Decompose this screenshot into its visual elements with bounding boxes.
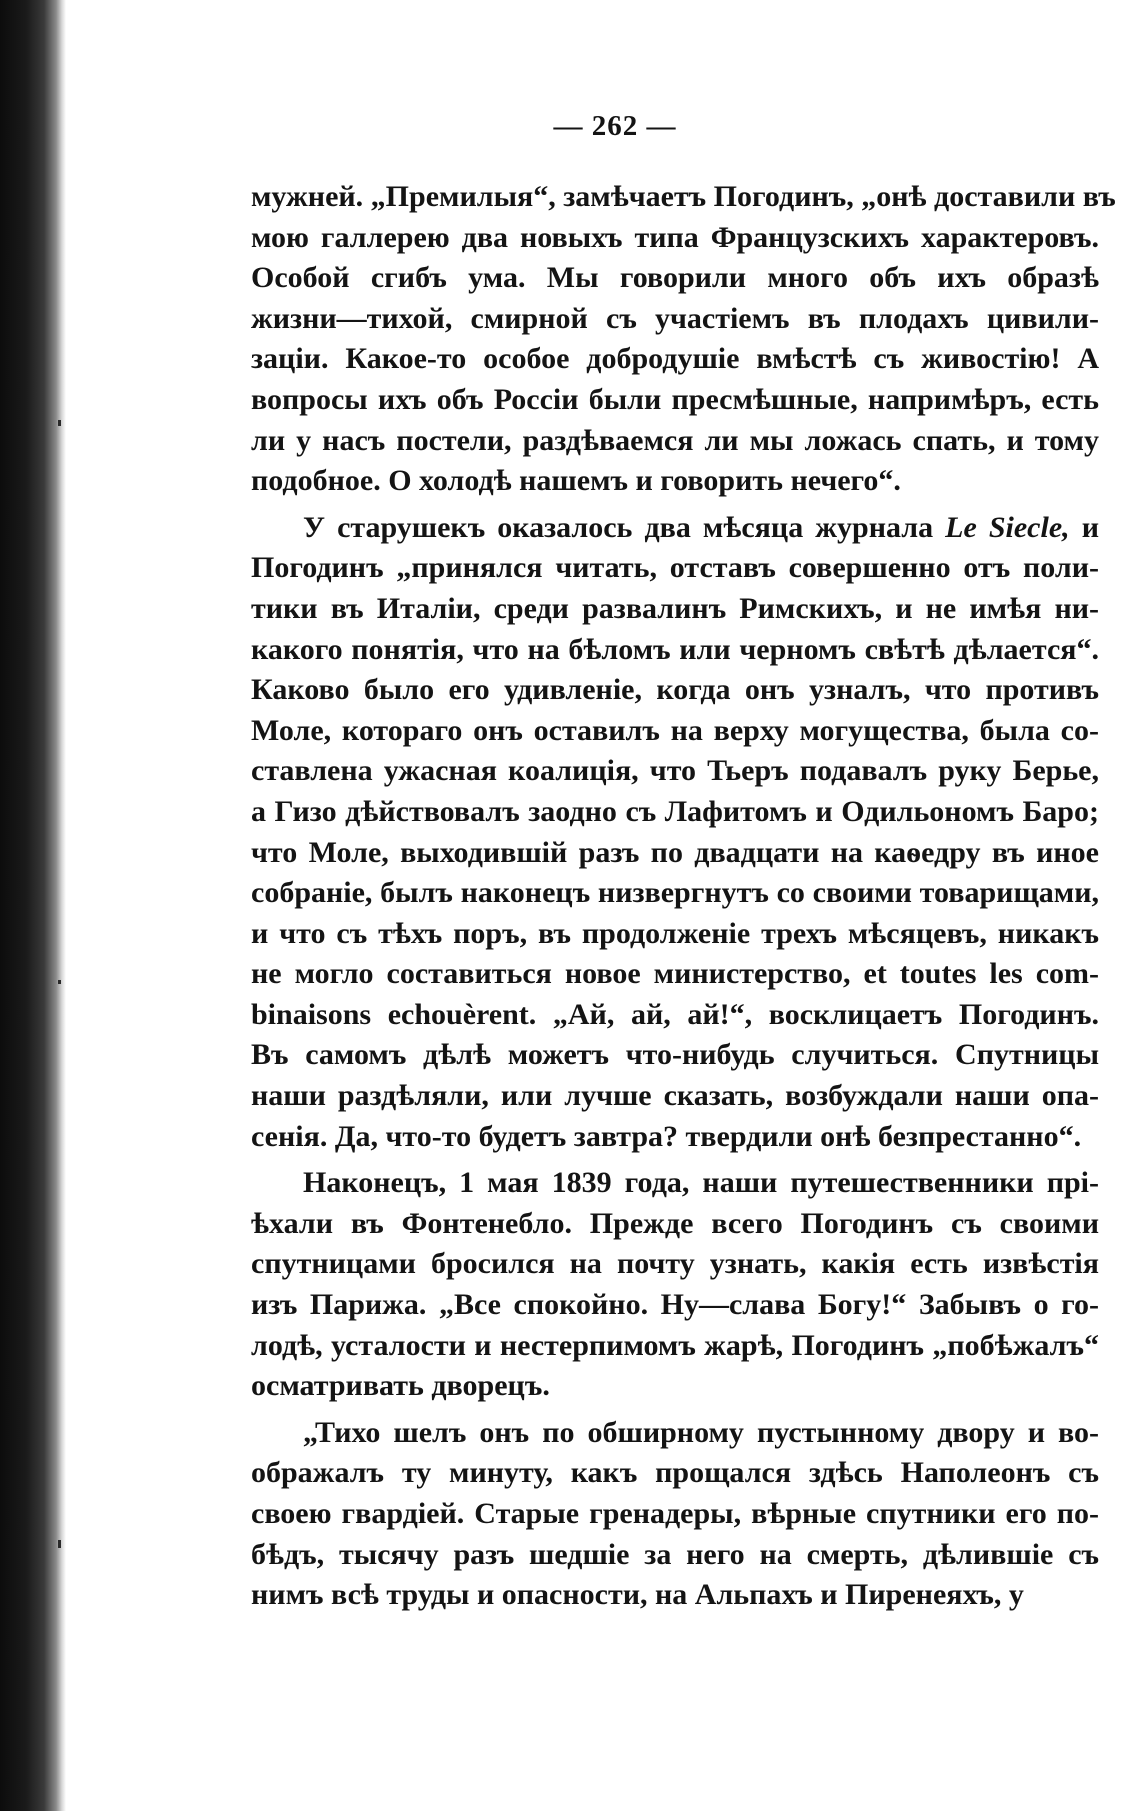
text-line: вопросы ихъ объ Россіи были пресмѣшные, напримѣръ, есть	[251, 382, 1099, 416]
page-number: — 262 —	[553, 110, 677, 142]
text-line: заціи. Какое-то особое добродушіе вмѣстѣ съ живостію! А	[251, 342, 1099, 376]
text-line: тики въ Италіи, среди развалинъ Римскихъ, и не имѣя ни-	[251, 591, 1099, 625]
text-segment: У старушекъ оказалось два мѣсяца журнала	[303, 510, 946, 544]
text-line: что Моле, выходившій разъ по двадцати на каѳедру въ иное	[251, 835, 1099, 869]
journal-title: Le Siecle,	[945, 510, 1070, 544]
binding-speck	[58, 980, 61, 984]
text-line: Моле, котораго онъ оставилъ на верху могущества, была со-	[251, 713, 1099, 747]
paragraph	[251, 1413, 1099, 1616]
paragraph	[251, 177, 1116, 502]
text-line: Каково было его удивленіе, когда онъ узналъ, что противъ	[251, 673, 1099, 707]
text-line: спутницами бросился на почту узнать, какія есть извѣстія	[251, 1247, 1099, 1281]
text-line: бѣдъ, тысячу разъ шедшіе за него на смерть, дѣлившіе съ	[251, 1537, 1099, 1571]
text-line: мужней. „Премилыя“, замѣчаетъ Погодинъ, „онѣ доставили въ	[251, 180, 1116, 213]
book-binding-edge	[0, 0, 66, 1811]
text-line: какого понятія, что на бѣломъ или черномъ свѣтѣ дѣлается“.	[251, 632, 1099, 666]
text-line: Погодинъ „принялся читать, отставъ совершенно отъ поли-	[251, 551, 1099, 585]
text-line: подобное. О холодѣ нашемъ и говорить нечего“.	[251, 464, 901, 498]
text-line: ли у насъ постели, раздѣваемся ли мы ложась спать, и тому	[251, 423, 1099, 457]
text-line: своею гвардіей. Старые гренадеры, вѣрные спутники его по-	[251, 1497, 1099, 1530]
text-line: ображалъ ту минуту, какъ прощался здѣсь Наполеонъ съ	[251, 1456, 1099, 1490]
text-line: осматривать дворецъ.	[251, 1369, 550, 1403]
text-line: собраніе, былъ наконецъ низвергнутъ со своими товарищами,	[251, 876, 1099, 910]
text-line: и что съ тѣхъ поръ, въ продолженіе трехъ мѣсяцевъ, никакъ	[251, 916, 1099, 950]
text-line: binaisons echouèrent. „Ай, ай, ай!“, восклицаетъ Погодинъ.	[251, 997, 1099, 1031]
text-line: сенія. Да, что-то будетъ завтра? твердили онѣ безпрестанно“.	[251, 1119, 1082, 1153]
binding-speck	[58, 1540, 61, 1548]
text-line: наши раздѣляли, или лучше сказать, возбуждали наши опа-	[251, 1079, 1099, 1113]
text-line: жизни—тихой, смирной съ участіемъ въ плодахъ цивили-	[251, 301, 1099, 335]
text-line: Особой сгибъ ума. Мы говорили много объ ихъ образѣ	[251, 261, 1099, 295]
text-segment: и	[1069, 510, 1100, 544]
text-line: „Тихо шелъ онъ по обширному пустынному двору и во-	[303, 1415, 1099, 1449]
text-line: ставлена ужасная коалиція, что Тьеръ подавалъ руку Берье,	[251, 754, 1099, 788]
binding-speck	[58, 420, 61, 426]
paragraph	[251, 1163, 1099, 1407]
text-column	[251, 177, 1116, 1622]
text-line: мою галлерею два новыхъ типа Французскихъ характеровъ.	[251, 220, 1099, 254]
text-line: не могло составиться новое министерство, et toutes les com-	[251, 957, 1099, 991]
text-line: Въ самомъ дѣлѣ можетъ что-нибудь случиться. Спутницы	[251, 1038, 1099, 1072]
text-line	[251, 508, 1099, 549]
paragraph	[251, 508, 1099, 1158]
text-line: лодѣ, усталости и нестерпимомъ жарѣ, Погодинъ „побѣжалъ“	[251, 1328, 1099, 1362]
text-line: а Гизо дѣйствовалъ заодно съ Лафитомъ и Одильономъ Баро;	[251, 794, 1099, 828]
text-line: изъ Парижа. „Все спокойно. Ну—слава Богу!“ Забывъ о го-	[251, 1288, 1099, 1322]
text-line: Наконецъ, 1 мая 1839 года, наши путешественники прі-	[303, 1166, 1099, 1200]
text-line: ѣхали въ Фонтенебло. Прежде всего Погодинъ съ своими	[251, 1206, 1099, 1240]
text-line: нимъ всѣ труды и опасности, на Альпахъ и Пиренеяхъ, у	[251, 1578, 1024, 1612]
